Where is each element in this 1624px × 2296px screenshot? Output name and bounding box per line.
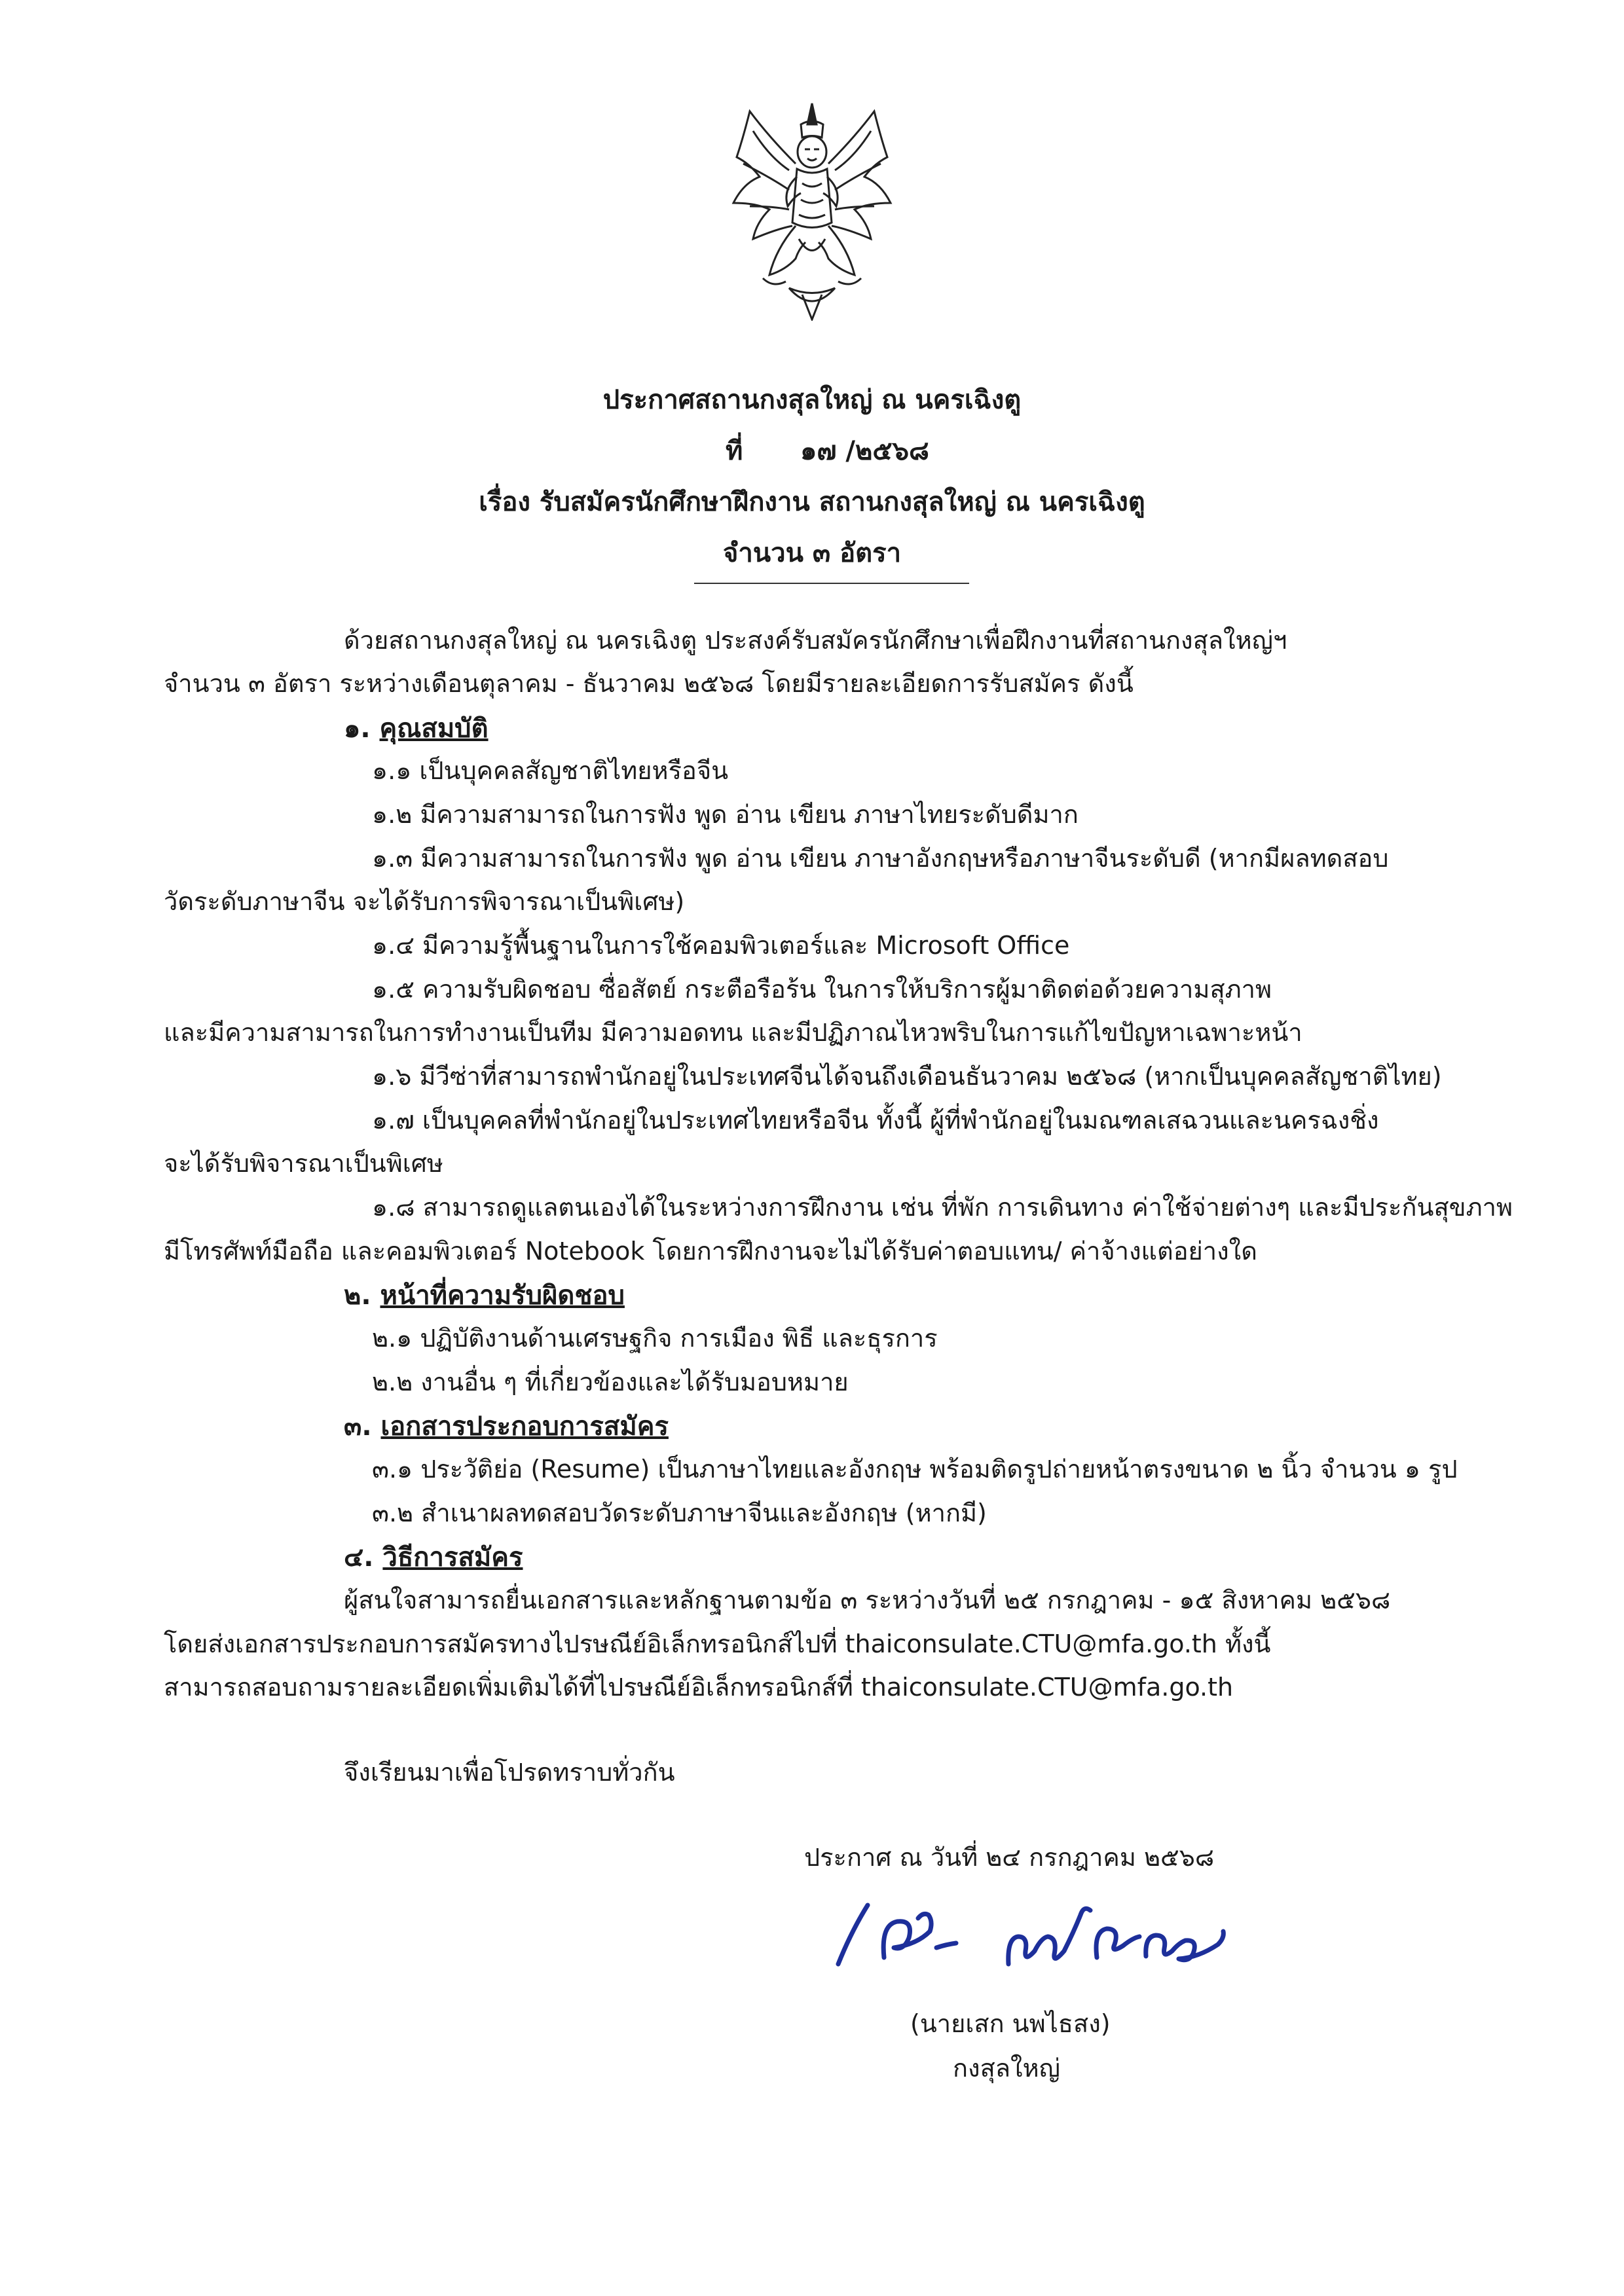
s1-item-6: ๑.๖ มีวีซ่าที่สามารถพำนักอยู่ในประเทศจีนได้จนถึงเดือนธันวาคม ๒๕๖๘ (หากเป็นบุคคลสัญชาติไทย) (372, 1062, 1442, 1091)
section-4-title: วิธีการสมัคร (382, 1542, 523, 1573)
s2-item-1: ๒.๑ ปฏิบัติงานด้านเศรษฐกิจ การเมือง พิธี และธุรการ (372, 1324, 938, 1353)
section-1-number: ๑. (344, 714, 371, 744)
announcement-subject: เรื่อง รับสมัครนักศึกษาฝึกงาน สถานกงสุลใหญ่ ณ นครเฉิงตู (479, 487, 1145, 517)
s1-item-5b: และมีความสามารถในการทำงานเป็นทีม มีความอดทน และมีปฏิภาณไหวพริบในการแก้ไขปัญหาเฉพาะหน้า (164, 1018, 1302, 1047)
section-4-number: ๔. (344, 1542, 374, 1573)
announcement-number-prefix: ที่ (726, 436, 743, 466)
closing-line: จึงเรียนมาเพื่อโปรดทราบทั่วกัน (344, 1758, 675, 1787)
section-3-heading (344, 1405, 669, 1447)
section-2-title: หน้าที่ความรับผิดชอบ (380, 1281, 625, 1311)
announcement-number: ๑๗ /๒๕๖๘ (800, 436, 929, 466)
s4-paragraph-2: โดยส่งเอกสารประกอบการสมัครทางไปรษณีย์อิเล็กทรอนิกส์ไปที่ thaiconsulate.CTU@mfa.go.th ทั้งนี้ (164, 1630, 1271, 1658)
signatory-name: (นายเสก นพไธสง) (910, 2009, 1111, 2038)
section-3-title: เอกสารประกอบการสมัคร (380, 1412, 669, 1442)
s3-item-1: ๓.๑ ประวัติย่อ (Resume) เป็นภาษาไทยและอังกฤษ พร้อมติดรูปถ่ายหน้าตรงขนาด ๒ นิ้ว จำนวน ๑ รูป (372, 1455, 1458, 1484)
intro-line-1: ด้วยสถานกงสุลใหญ่ ณ นครเฉิงตู ประสงค์รับสมัครนักศึกษาเพื่อฝึกงานที่สถานกงสุลใหญ่ฯ (344, 626, 1287, 655)
announcement-title: ประกาศสถานกงสุลใหญ่ ณ นครเฉิงตู (602, 385, 1022, 415)
intro-line-2: จำนวน ๓ อัตรา ระหว่างเดือนตุลาคม - ธันวาคม ๒๕๖๘ โดยมีรายละเอียดการรับสมัคร ดังนี้ (164, 669, 1134, 698)
s4-paragraph-3: สามารถสอบถามรายละเอียดเพิ่มเติมได้ที่ไปรษณีย์อิเล็กทรอนิกส์ที่ thaiconsulate.CTU@mfa.go.th (164, 1673, 1234, 1702)
signatory-position: กงสุลใหญ่ (953, 2054, 1061, 2083)
s1-item-2: ๑.๒ มีความสามารถในการฟัง พูด อ่าน เขียน ภาษาไทยระดับดีมาก (372, 800, 1079, 829)
section-2-number: ๒. (344, 1281, 371, 1311)
section-2-heading (344, 1274, 625, 1316)
s1-item-1: ๑.๑ เป็นบุคคลสัญชาติไทยหรือจีน (372, 756, 729, 785)
s1-item-8a: ๑.๘ สามารถดูแลตนเองได้ในระหว่างการฝึกงาน เช่น ที่พัก การเดินทาง ค่าใช้จ่ายต่างๆ และมีประกันสุขภาพ (372, 1193, 1513, 1222)
s1-item-3a: ๑.๓ มีความสามารถในการฟัง พูด อ่าน เขียน ภาษาอังกฤษหรือภาษาจีนระดับดี (หากมีผลทดสอบ (372, 844, 1389, 873)
section-3-number: ๓. (344, 1412, 372, 1442)
s1-item-5a: ๑.๕ ความรับผิดชอบ ซื่อสัตย์ กระตือรือร้น ในการให้บริการผู้มาติดต่อด้วยความสุภาพ (372, 975, 1272, 1004)
s1-item-7a: ๑.๗ เป็นบุคคลที่พำนักอยู่ในประเทศไทยหรือจีน ทั้งนี้ ผู้ที่พำนักอยู่ในมณฑลเสฉวนและนครฉงชิ่ง (372, 1106, 1379, 1135)
header-divider (694, 583, 969, 584)
s2-item-2: ๒.๒ งานอื่น ๆ ที่เกี่ยวข้องและได้รับมอบหมาย (372, 1368, 849, 1396)
s1-item-4: ๑.๔ มีความรู้พื้นฐานในการใช้คอมพิวเตอร์และ Microsoft Office (372, 931, 1070, 960)
section-1-heading (344, 707, 489, 749)
announcement-quota: จำนวน ๓ อัตรา (722, 538, 902, 568)
announce-date: ประกาศ ณ วันที่ ๒๔ กรกฎาคม ๒๕๖๘ (804, 1843, 1215, 1872)
s1-item-7b: จะได้รับพิจารณาเป็นพิเศษ (164, 1149, 443, 1178)
s4-paragraph-1: ผู้สนใจสามารถยื่นเอกสารและหลักฐานตามข้อ ๓ ระหว่างวันที่ ๒๕ กรกฎาคม - ๑๕ สิงหาคม ๒๕๖๘ (344, 1586, 1391, 1614)
section-1-title: คุณสมบัติ (379, 714, 489, 744)
garuda-emblem-icon (724, 98, 900, 321)
section-4-heading (344, 1536, 523, 1578)
s1-item-3b: วัดระดับภาษาจีน จะได้รับการพิจารณาเป็นพิเศษ) (164, 887, 685, 916)
s1-item-8b: มีโทรศัพท์มือถือ และคอมพิวเตอร์ Notebook โดยการฝึกงานจะไม่ได้รับค่าตอบแทน/ ค่าจ้างแต่อย่างใด (164, 1237, 1257, 1266)
handwritten-signature (832, 1886, 1238, 1990)
s3-item-2: ๓.๒ สำเนาผลทดสอบวัดระดับภาษาจีนและอังกฤษ (หากมี) (372, 1499, 987, 1527)
